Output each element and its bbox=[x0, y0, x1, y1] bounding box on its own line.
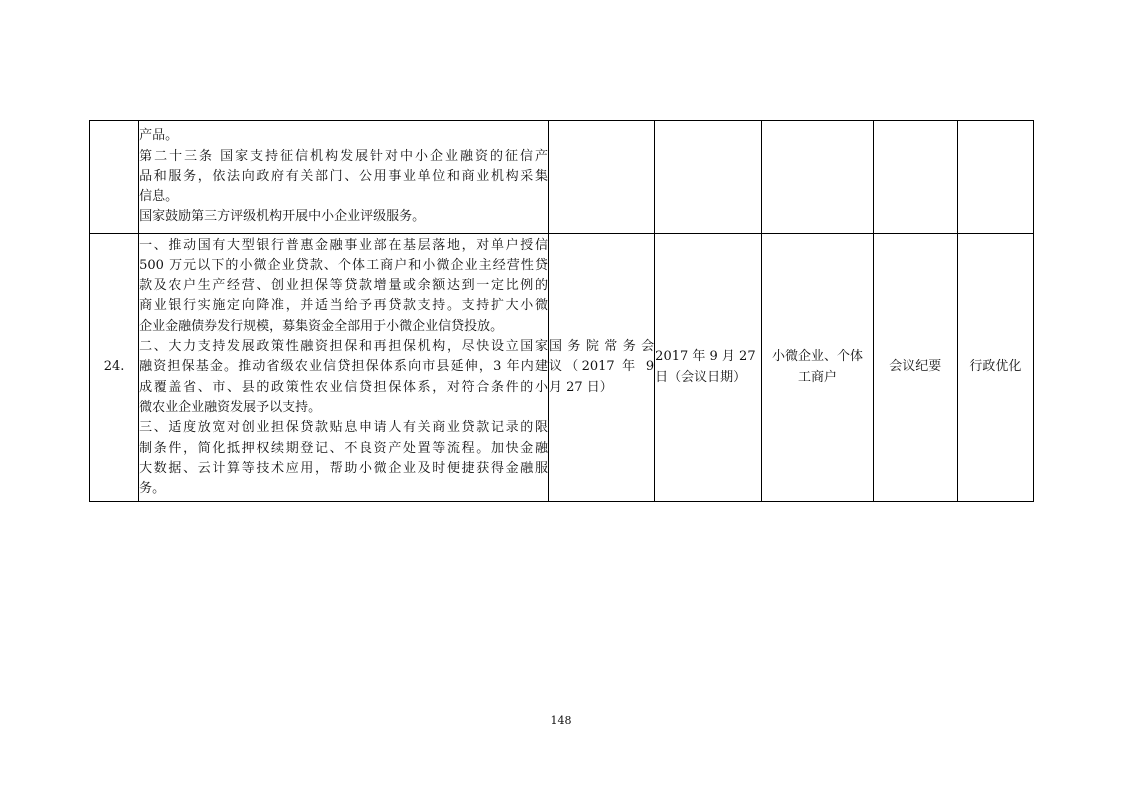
nature-cell bbox=[957, 121, 1033, 234]
content-line: 品和服务，依法向政府有关部门、公用事业单位和商业机构采集 bbox=[139, 168, 548, 184]
content-line: 企业金融债券发行规模，募集资金全部用于小微企业信贷投放。 bbox=[139, 318, 504, 334]
content-line: 大数据、云计算等技术应用，帮助小微企业及时便捷获得金融服 bbox=[139, 460, 548, 476]
table-row bbox=[90, 121, 1034, 234]
object-line: 工商户 bbox=[798, 369, 838, 385]
row-number: 24. bbox=[90, 234, 139, 502]
content-line: 制条件，简化抵押权续期登记、不良资产处置等流程。加快金融 bbox=[139, 440, 548, 456]
source-cell bbox=[548, 234, 654, 502]
policy-table bbox=[89, 120, 1034, 502]
content-line: 信息。 bbox=[139, 189, 179, 205]
source-line: 月 27 日） bbox=[548, 379, 613, 395]
date-line: 日（会议日期） bbox=[655, 369, 747, 385]
policy-content bbox=[139, 234, 549, 502]
table-row bbox=[90, 234, 1034, 502]
content-line: 二、大力支持发展政策性融资担保和再担保机构，尽快设立国家 bbox=[139, 339, 548, 355]
content-line: 第二十三条 国家支持征信机构发展针对中小企业融资的征信产 bbox=[139, 148, 548, 164]
content-line: 国家鼓励第三方评级机构开展中小企业评级服务。 bbox=[139, 209, 426, 225]
object-line: 小微企业、个体 bbox=[772, 349, 864, 365]
page-number: 148 bbox=[550, 714, 572, 727]
date-line: 2017 年 9 月 27 bbox=[655, 349, 756, 365]
content-line: 成覆盖省、市、县的政策性农业信贷担保体系，对符合条件的小 bbox=[139, 379, 548, 395]
source-line: 国务院常务会 bbox=[548, 339, 655, 355]
content-line: 产品。 bbox=[139, 128, 179, 144]
policy-content bbox=[139, 121, 549, 234]
content-line: 款及农户生产经营、创业担保等贷款增量或余额达到一定比例的 bbox=[139, 278, 548, 294]
row-number bbox=[90, 121, 139, 234]
content-line: 500 万元以下的小微企业贷款、个体工商户和小微企业主经营性贷 bbox=[139, 257, 548, 273]
doc-type-cell bbox=[873, 121, 957, 234]
content-line: 一、推动国有大型银行普惠金融事业部在基层落地，对单户授信 bbox=[139, 237, 548, 253]
content-line: 三、适度放宽对创业担保贷款贴息申请人有关商业贷款记录的限 bbox=[139, 420, 548, 436]
content-line: 融资担保基金。推动省级农业信贷担保体系向市县延伸，3 年内建 bbox=[139, 359, 548, 375]
doc-type-cell: 会议纪要 bbox=[873, 234, 957, 502]
content-line: 微农业企业融资发展予以支持。 bbox=[139, 399, 322, 415]
content-line: 商业银行实施定向降准，并适当给予再贷款支持。支持扩大小微 bbox=[139, 298, 548, 314]
object-cell bbox=[762, 121, 873, 234]
nature-cell: 行政优化 bbox=[957, 234, 1033, 502]
object-cell bbox=[762, 234, 873, 502]
date-cell bbox=[655, 121, 762, 234]
content-line: 务。 bbox=[139, 481, 166, 497]
source-cell bbox=[548, 121, 654, 234]
source-line: 议（2017 年 9 bbox=[548, 359, 655, 375]
date-cell bbox=[655, 234, 762, 502]
